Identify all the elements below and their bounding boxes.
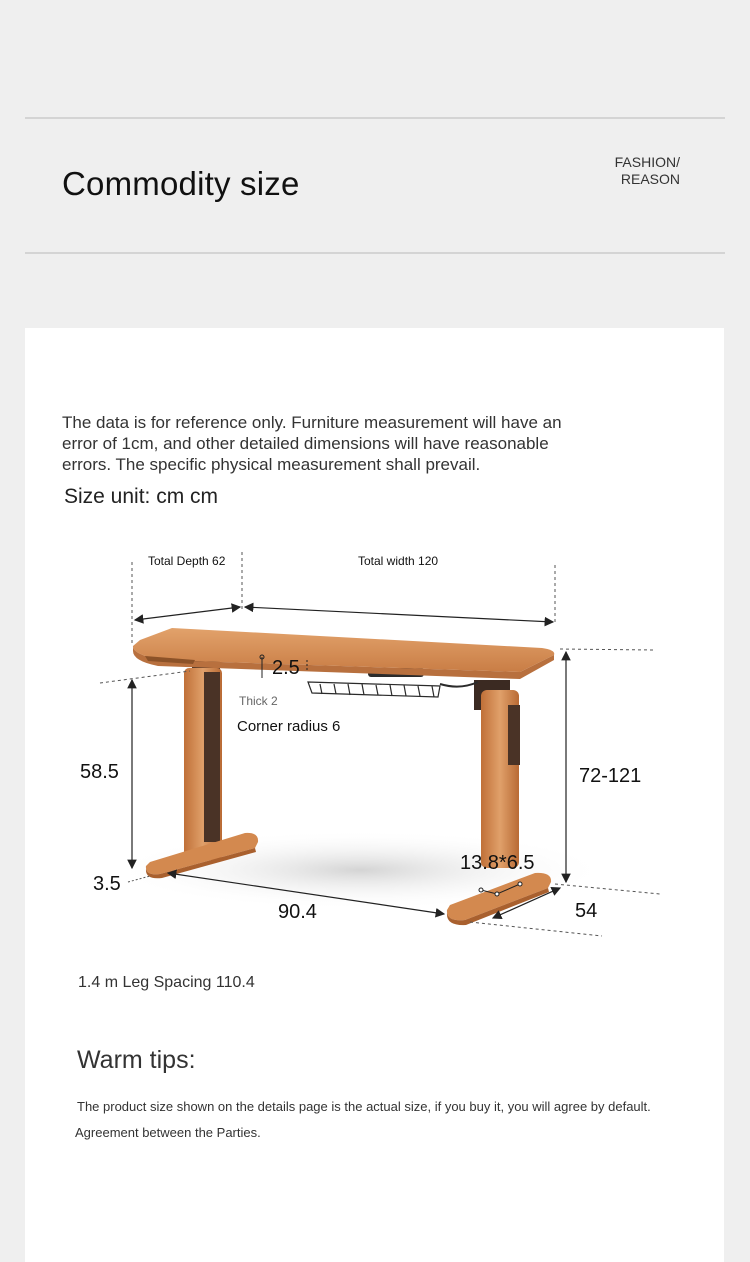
warm-tips-line-1: The product size shown on the details page is the actual size, if you buy it, you will agree by default. bbox=[77, 1099, 651, 1114]
disclaimer-text: The data is for reference only. Furniture measurement will have an error of 1cm, and other detailed dimensions will have reasonable errors. The specific physical measurement shall prevail. bbox=[62, 413, 562, 474]
thick-label: Thick 2 bbox=[239, 694, 278, 708]
leg-height-label: 58.5 bbox=[80, 761, 119, 783]
left-leg-slot bbox=[204, 672, 220, 842]
warm-tips-line-2: Agreement between the Parties. bbox=[75, 1125, 261, 1140]
page-title: Commodity size bbox=[62, 165, 300, 202]
cable-tray bbox=[308, 682, 440, 697]
power-cable bbox=[440, 682, 478, 687]
foot-height-label: 3.5 bbox=[93, 873, 121, 895]
leg-spacing-note: 1.4 m Leg Spacing 110.4 bbox=[78, 974, 255, 991]
corner-radius-label: Corner radius 6 bbox=[237, 718, 341, 735]
brand-line-2: REASON bbox=[620, 171, 680, 187]
total-width-label: Total width 120 bbox=[358, 554, 439, 568]
height-extension-top bbox=[560, 649, 655, 650]
width-arrow bbox=[245, 607, 553, 622]
full-height-label: 72-121 bbox=[579, 765, 642, 787]
foot-section-dot-1 bbox=[479, 888, 483, 892]
depth-arrow bbox=[135, 607, 240, 620]
top-thickness-label: 2.5 bbox=[272, 657, 300, 679]
leg-height-extension bbox=[100, 671, 190, 683]
foot-section-label: 13.8*6.5 bbox=[460, 852, 535, 874]
total-depth-label: Total Depth 62 bbox=[148, 554, 226, 568]
size-unit-label: Size unit: cm cm bbox=[64, 485, 219, 508]
brand-line-1: FASHION/ bbox=[614, 154, 680, 170]
foot-spacing-label: 90.4 bbox=[278, 901, 317, 923]
foot-section-dot-2 bbox=[495, 892, 499, 896]
right-leg-slot bbox=[508, 705, 520, 765]
foot-depth-label: 54 bbox=[575, 900, 598, 922]
foot-section-dot-3 bbox=[518, 882, 522, 886]
warm-tips-title: Warm tips: bbox=[77, 1046, 196, 1074]
foot-depth-extension bbox=[470, 922, 602, 936]
